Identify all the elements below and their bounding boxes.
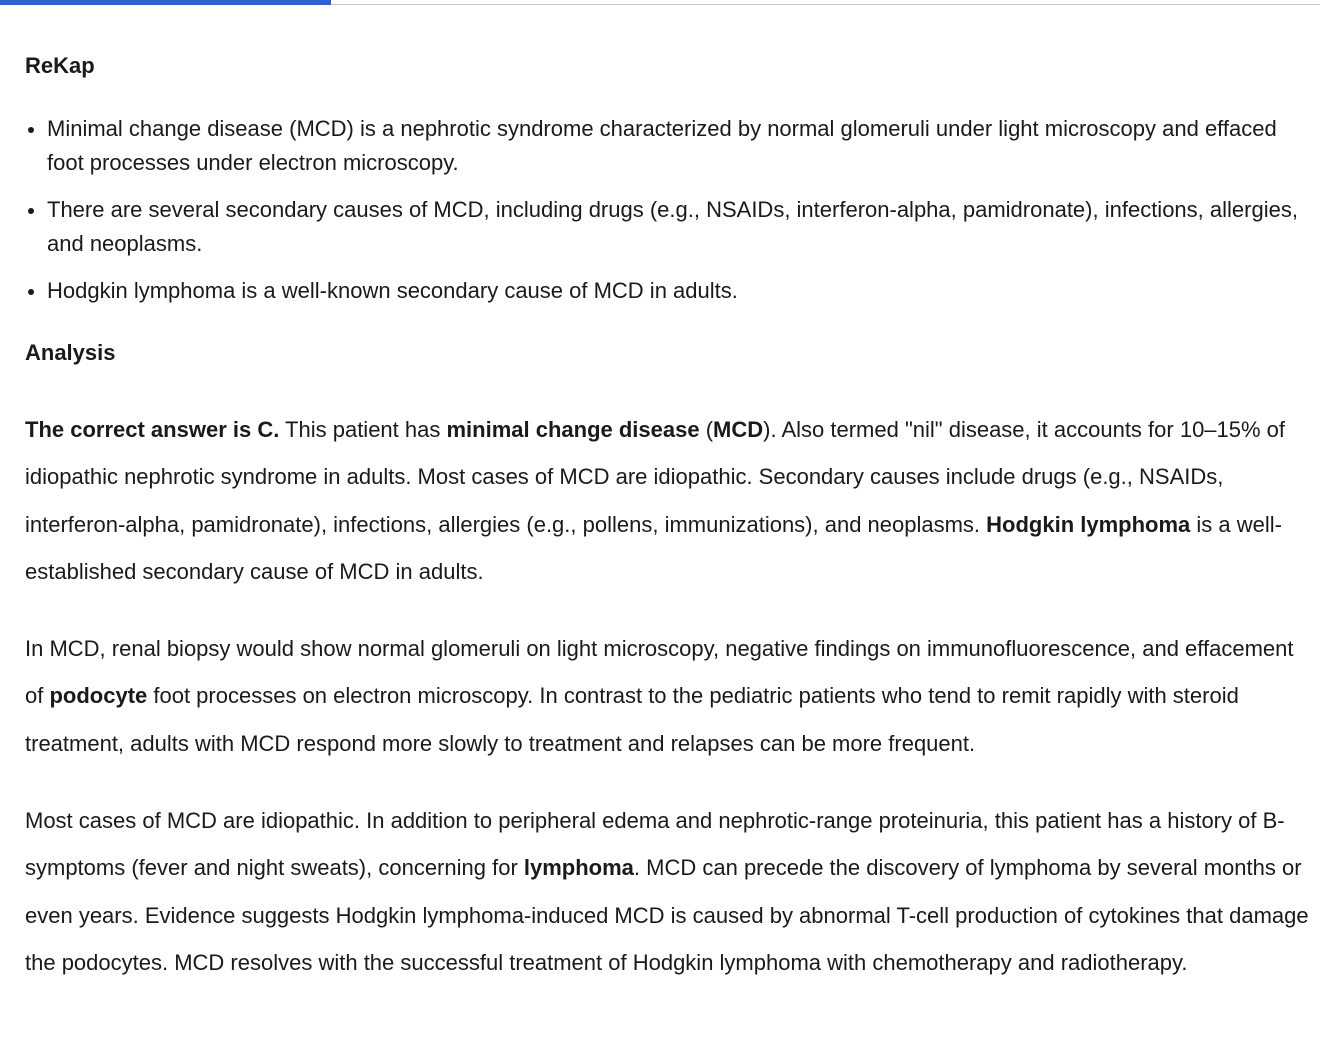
rekap-heading: ReKap [25, 53, 95, 78]
correct-answer-statement: The correct answer is C. [25, 417, 280, 442]
analysis-paragraph-2: In MCD, renal biopsy would show normal glomeruli on light microscopy, negative findings on immunofluorescence, and effacement of podocyte foot processes on electron microscopy. In contrast to the pediatric patients who tend to remit rapidly with steroid treatment, adults with MCD respond more slowly to treatment and relapses can be more frequent. [25, 636, 1294, 756]
analysis-paragraph-3: Most cases of MCD are idiopathic. In addition to peripheral edema and nephrotic-range proteinuria, this patient has a history of B-symptoms (fever and night sweats), concerning for lymphoma. MCD can precede the discovery of lymphoma by several months or even years. Evidence suggests Hodgkin lymphoma-induced MCD is caused by abnormal T-cell production of cytokines that damage the podocytes. MCD resolves with the successful treatment of Hodgkin lymphoma with chemotherapy and radiotherapy. [25, 808, 1309, 975]
key-term: podocyte [49, 683, 148, 709]
progress-fill [0, 0, 331, 5]
analysis-heading: Analysis [25, 340, 116, 365]
analysis-paragraph-1: The correct answer is C. This patient has minimal change disease (MCD). Also termed "nil" disease, it accounts for 10–15% of idiopathic nephrotic syndrome in adults. Most cases of MCD are idiopathic. Secondary causes include drugs (e.g., NSAIDs, interferon-alpha, pamidronate), infections, allergies (e.g., pollens, immunizations), and neoplasms. Hodgkin lymphoma is a well-established secondary cause of MCD in adults. [25, 417, 1286, 584]
rekap-item: Hodgkin lymphoma is a well-known secondary cause of MCD in adults. [25, 274, 1315, 308]
key-term: MCD [713, 417, 764, 442]
key-term: minimal change disease [446, 417, 700, 442]
rekap-item: Minimal change disease (MCD) is a nephrotic syndrome characterized by normal glomeruli under light microscopy and effaced foot processes under electron microscopy. [25, 112, 1315, 180]
progress-track [0, 4, 1320, 5]
rekap-list [25, 112, 1315, 321]
key-term: Hodgkin lymphoma [986, 511, 1191, 537]
rekap-item: There are several secondary causes of MCD, including drugs (e.g., NSAIDs, interferon-alpha, pamidronate), infections, allergies, and neoplasms. [25, 193, 1315, 261]
key-term: lymphoma [523, 855, 634, 881]
